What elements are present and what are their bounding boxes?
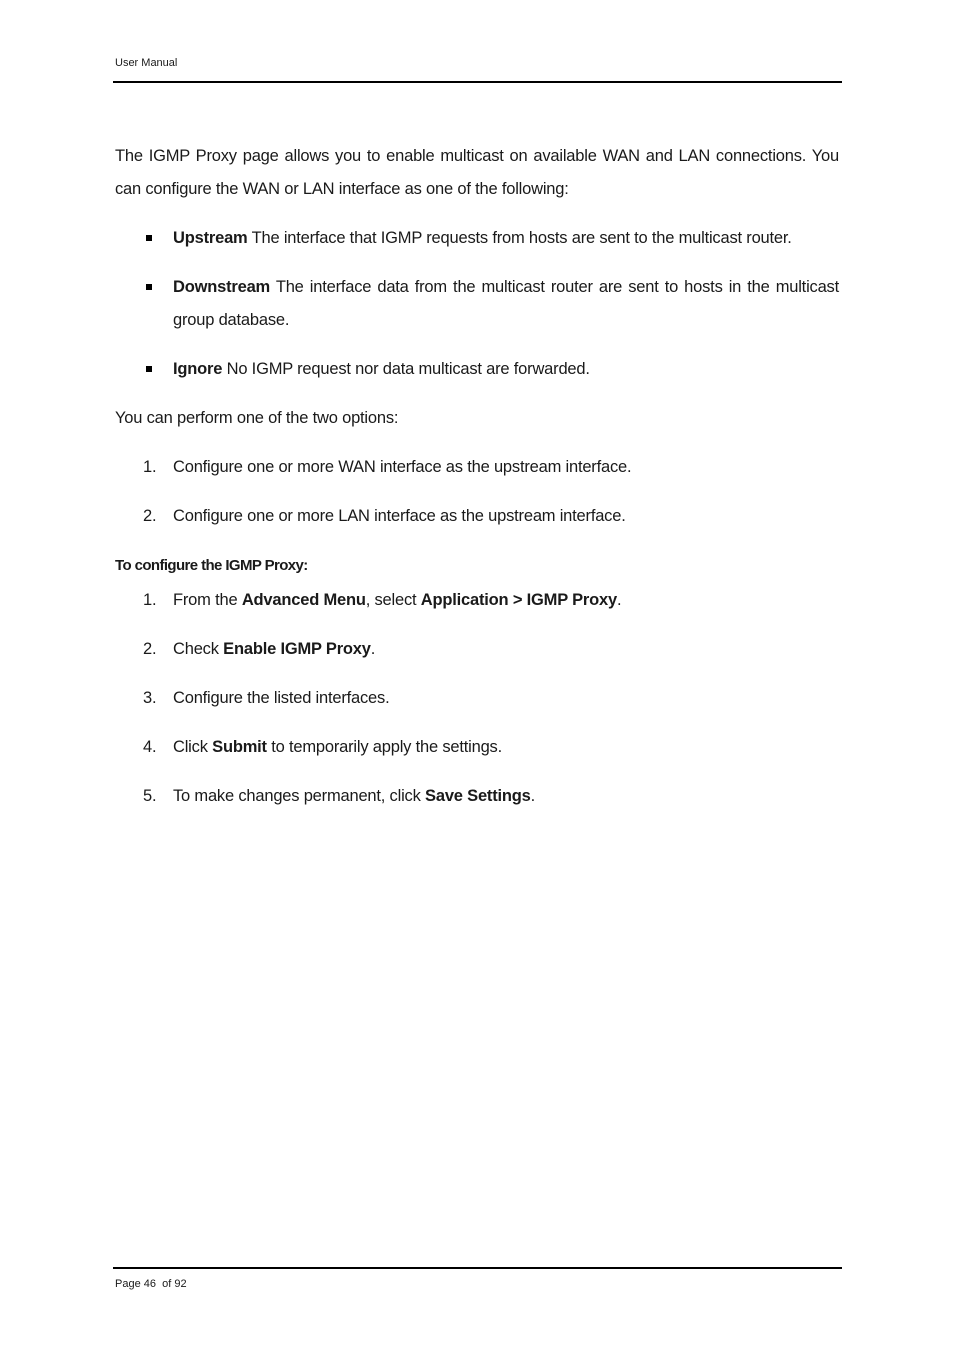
step-number: 2.: [143, 640, 157, 658]
step-text: Check: [173, 640, 224, 658]
running-header: User Manual: [115, 57, 178, 69]
footer-rule: [113, 1267, 842, 1269]
step-item: [115, 682, 839, 715]
step-bold: Enable IGMP Proxy: [223, 640, 371, 658]
square-bullet-icon: [146, 366, 152, 372]
option-item: [115, 451, 839, 484]
step-bold: Save Settings: [425, 787, 531, 805]
mode-term: Upstream: [173, 229, 248, 247]
step-text: .: [616, 591, 622, 609]
option-number: 1.: [143, 458, 157, 476]
options-intro: You can perform one of the two options:: [115, 409, 399, 427]
step-text: Click: [173, 738, 213, 756]
mode-description: The interface that IGMP requests from hosts are sent to the multicast router.: [247, 229, 792, 247]
step-item: [115, 633, 839, 666]
step-text: From the: [173, 591, 242, 609]
step-item: [115, 780, 839, 813]
procedure-heading: To configure the IGMP Proxy:: [115, 557, 308, 574]
mode-item-upstream: [115, 222, 839, 255]
square-bullet-icon: [146, 284, 152, 290]
option-number: 2.: [143, 507, 157, 525]
procedure-steps: [115, 584, 839, 813]
mode-item-downstream: [115, 271, 839, 337]
mode-term: Ignore: [173, 360, 223, 378]
step-text: .: [370, 640, 376, 658]
page-number: Page 46 of 92: [115, 1278, 187, 1290]
option-text: Configure one or more WAN interface as the upstream interface.: [173, 458, 632, 476]
square-bullet-icon: [146, 235, 152, 241]
step-text: .: [530, 787, 536, 805]
step-bold: Advanced Menu: [241, 591, 366, 609]
mode-description: No IGMP request nor data multicast are forwarded.: [222, 360, 590, 378]
header-rule: [113, 81, 842, 83]
step-text: to temporarily apply the settings.: [266, 738, 502, 756]
mode-description: The interface data from the multicast router are sent to hosts in the multicast group database.: [173, 278, 839, 329]
step-number: 3.: [143, 689, 157, 707]
option-item: [115, 500, 839, 533]
mode-item-ignore: [115, 353, 839, 386]
step-text: To make changes permanent, click: [173, 787, 426, 805]
step-text: Configure the listed interfaces.: [173, 689, 390, 707]
page-content: [115, 140, 839, 813]
intro-paragraph: The IGMP Proxy page allows you to enable multicast on available WAN and LAN connections. You can configure the WAN or LAN interface as one of the following:: [115, 147, 839, 198]
mode-list: [115, 222, 839, 386]
step-item: [115, 584, 839, 617]
step-text: , select: [365, 591, 421, 609]
step-number: 4.: [143, 738, 157, 756]
options-list: [115, 451, 839, 533]
step-bold: Submit: [212, 738, 267, 756]
option-text: Configure one or more LAN interface as the upstream interface.: [173, 507, 626, 525]
mode-term: Downstream: [173, 278, 271, 296]
step-item: [115, 731, 839, 764]
step-number: 1.: [143, 591, 157, 609]
step-number: 5.: [143, 787, 157, 805]
step-bold: Application > IGMP Proxy: [420, 591, 617, 609]
